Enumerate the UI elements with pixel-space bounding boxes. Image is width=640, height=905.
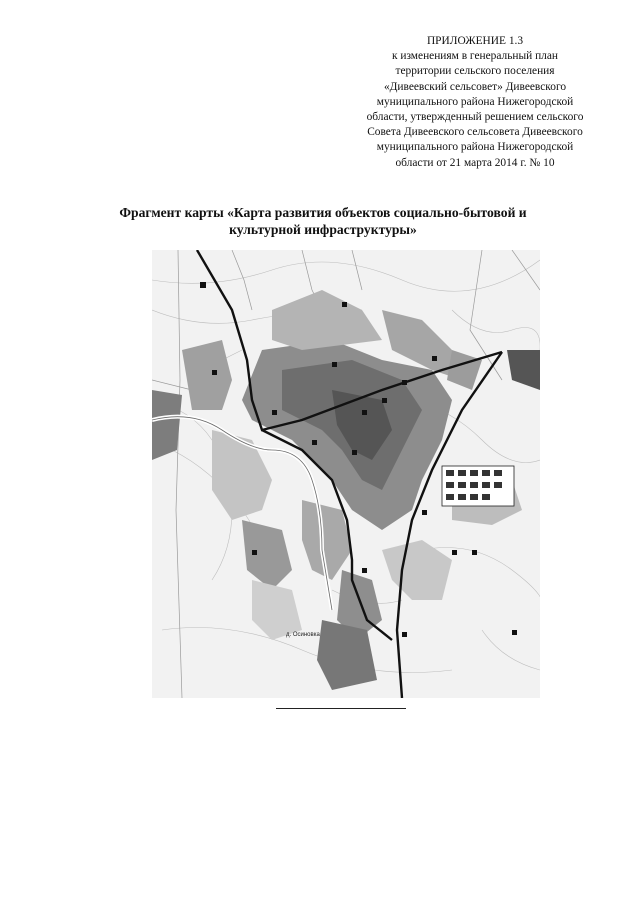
appendix-line: области от 21 марта 2014 г. № 10 xyxy=(395,156,555,169)
appendix-line: ПРИЛОЖЕНИЕ 1.3 xyxy=(426,35,524,47)
appendix-header xyxy=(330,34,620,171)
title-line-2: культурной инфраструктуры» xyxy=(229,222,417,237)
map-fragment xyxy=(152,250,540,698)
appendix-line: муниципального района Нижегородской xyxy=(376,95,574,108)
appendix-line: территории сельского поселения xyxy=(395,65,555,78)
appendix-line: «Дивеевский сельсовет» Дивеевского xyxy=(383,80,567,93)
map-place-label: д. Осиновка xyxy=(286,632,320,638)
title-line-1: Фрагмент карты «Карта развития объектов социально-бытовой и xyxy=(119,205,527,220)
map-image xyxy=(152,250,540,698)
appendix-line: области, утвержденный решением сельского xyxy=(366,111,584,124)
appendix-line: Совета Дивеевского сельсовета Дивеевского xyxy=(367,126,583,139)
separator-line xyxy=(276,708,406,709)
document-title xyxy=(90,204,556,238)
appendix-line: к изменениям в генеральный план xyxy=(391,50,559,63)
symbol-grid xyxy=(442,466,514,506)
appendix-line: муниципального района Нижегородской xyxy=(376,141,574,154)
